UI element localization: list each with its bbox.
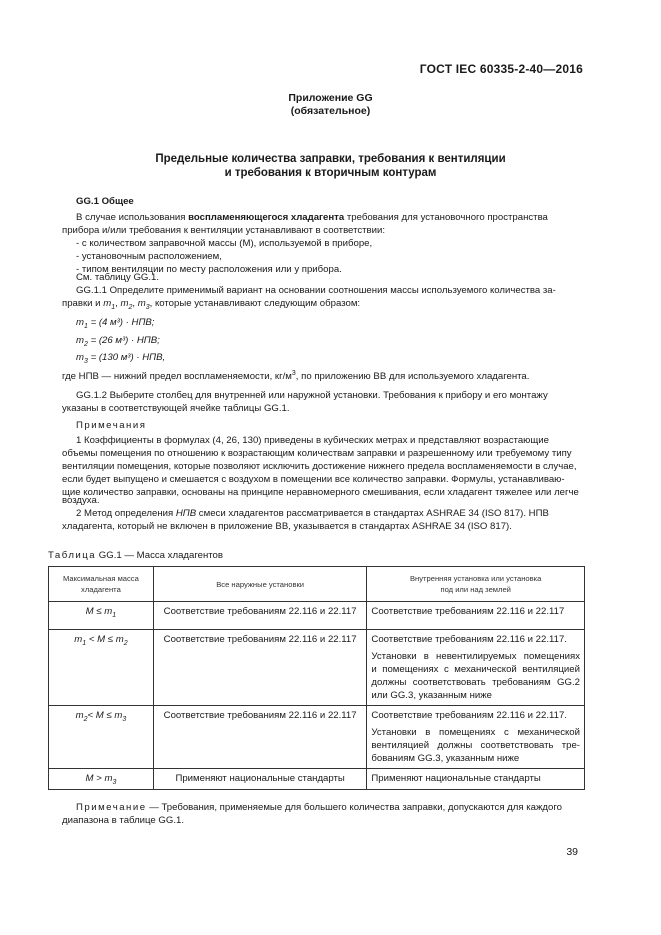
- indoor-cell: Соответствие требованиям 22.116 и 22.117: [367, 602, 585, 630]
- gg12-line2: указаны в соответствующей ячейке таблицы GG.1.: [62, 403, 290, 414]
- bullet-item: - с количеством заправочной массы (M), используемой в приборе,: [76, 238, 373, 249]
- header-indoor: Внутренняя установка или установка под или над землей: [367, 567, 585, 602]
- p1-bold-term: воспламеняющегося хладагента: [188, 212, 345, 223]
- m1-symbol: $m_1$: [103, 298, 116, 311]
- where-definition: где НПВ — нижний предел воспламеняемости, $кг/м^3$, по приложению ВВ для используемого хладагента.: [62, 369, 530, 382]
- indoor-cell: Соответствие требованиям 22.116 и 22.117. Установки в невентилируемых помещениях и помещениях с механической вентиляцией должны соответствовать требованиям GG.2 или GG.3, указанным ниже: [367, 630, 585, 706]
- formula-m3: $m_3 = (130$ м³) · НПВ,: [76, 352, 166, 365]
- note2-line2: хладагента, который не включен в приложение ВВ, указывается в стандартах ASHRAE 34 (ISO 817).: [62, 521, 512, 532]
- document-title-line1: Предельные количества заправки, требования к вентиляции: [155, 153, 506, 165]
- note2-line1: 2 Метод определения НПВ смеси хладагентов рассматривается в стандартах ASHRAE 34 (ISO 817). НПВ: [76, 508, 549, 519]
- footnote-line1: Примечание — Требования, применяемые для большего количества заправки, допускаются для каждого: [76, 802, 562, 813]
- indoor-cell: Соответствие требованиям 22.116 и 22.117. Установки в помещениях с механической вентиляцией должны соответствовать тре- бованиям GG.3, указанным ниже: [367, 706, 585, 769]
- note1-line: если будет выпущено и смешается с воздухом в помещении все количество заправки. Формулы, устанавливаю-: [62, 474, 565, 485]
- note1-line: воздуха.: [62, 495, 100, 506]
- header-max-mass: Максимальная масса хладагента: [49, 567, 154, 602]
- note1-line: объемы помещения по отношению к возрастающим количествам заправки и разрешенному или требуемому типу: [62, 448, 572, 459]
- refrigerant-mass-table: [48, 566, 585, 790]
- bullet-item: - типом вентиляции по месту расположения или у прибора.: [76, 264, 342, 275]
- gg11-line2: правки и $m_1$, $m_2$, $m_3$, которые устанавливают следующим образом:: [62, 298, 361, 311]
- p1-pre: В случае использования: [76, 212, 189, 223]
- formula-m1: $m_1 = (4$ м³) · НПВ;: [76, 317, 155, 330]
- note1-line: вентиляции помещения, которые позволяют исключить достижение нижнего предела воспламеняемости в случае,: [62, 461, 577, 472]
- formula-m2: $m_2 = (26$ м³) · НПВ;: [76, 335, 160, 348]
- outdoor-cell: Соответствие требованиям 22.116 и 22.117: [153, 602, 367, 630]
- table-row: [49, 602, 585, 630]
- mass-range-cell: $m_2< M \le m_3$: [49, 706, 154, 769]
- page-number: 39: [566, 846, 578, 858]
- header-outdoor: Все наружные установки: [153, 567, 367, 602]
- section-heading: GG.1 Общее: [76, 196, 134, 207]
- table-row: [49, 630, 585, 706]
- bullet-item: - установочным расположением,: [76, 251, 222, 262]
- table-caption: Таблица GG.1 — Масса хладагентов: [48, 550, 223, 561]
- m2-symbol: $m_2$: [120, 298, 133, 311]
- table-row: [49, 706, 585, 769]
- outdoor-cell: Применяют национальные стандарты: [153, 769, 367, 790]
- outdoor-cell: Соответствие требованиям 22.116 и 22.117: [153, 630, 367, 706]
- outdoor-cell: Соответствие требованиям 22.116 и 22.117: [153, 706, 367, 769]
- gg11-pre: правки и: [62, 298, 104, 309]
- mass-range-cell: $M \le m_1$: [49, 602, 154, 630]
- gg12-line1: GG.1.2 Выберите столбец для внутренней или наружной установки. Требования к прибору и его монтажу: [76, 390, 548, 401]
- gg11-line1: GG.1.1 Определите применимый вариант на основании соотношения массы используемого количества за-: [76, 285, 556, 296]
- standard-header: ГОСТ IEC 60335-2-40—2016: [419, 62, 583, 76]
- note1-line: щие количество заправки, основаны на принципе неравномерного смешивания, если хладагент тяжелее или легче: [62, 487, 579, 498]
- mass-range-cell: $m_1 < M \le m_2$: [49, 630, 154, 706]
- table-header-row: [49, 567, 585, 602]
- table-row: [49, 769, 585, 790]
- footnote-line2: диапазона в таблице GG.1.: [62, 815, 185, 826]
- p1-post: требования для установочного пространства: [344, 212, 548, 223]
- paragraph-1-line2: прибора и/или требования к вентиляции устанавливают в соответствии:: [62, 225, 386, 236]
- see-table-ref: См. таблицу GG.1.: [76, 272, 160, 283]
- annex-title: Приложение GG: [288, 92, 373, 104]
- m3-symbol: $m_3$: [137, 298, 150, 311]
- annex-status: (обязательное): [290, 105, 371, 117]
- paragraph-1-line1: [76, 211, 583, 224]
- indoor-cell: Применяют национальные стандарты: [367, 769, 585, 790]
- note1-line: 1 Коэффициенты в формулах (4, 26, 130) приведены в кубических метрах и представляют возрастающие: [76, 435, 549, 446]
- gg11-post: , которые устанавливают следующим образом:: [149, 298, 361, 309]
- notes-label: Примечания: [76, 420, 147, 431]
- document-title-line2: и требования к вторичным контурам: [224, 167, 437, 179]
- mass-range-cell: $M > m_3$: [49, 769, 154, 790]
